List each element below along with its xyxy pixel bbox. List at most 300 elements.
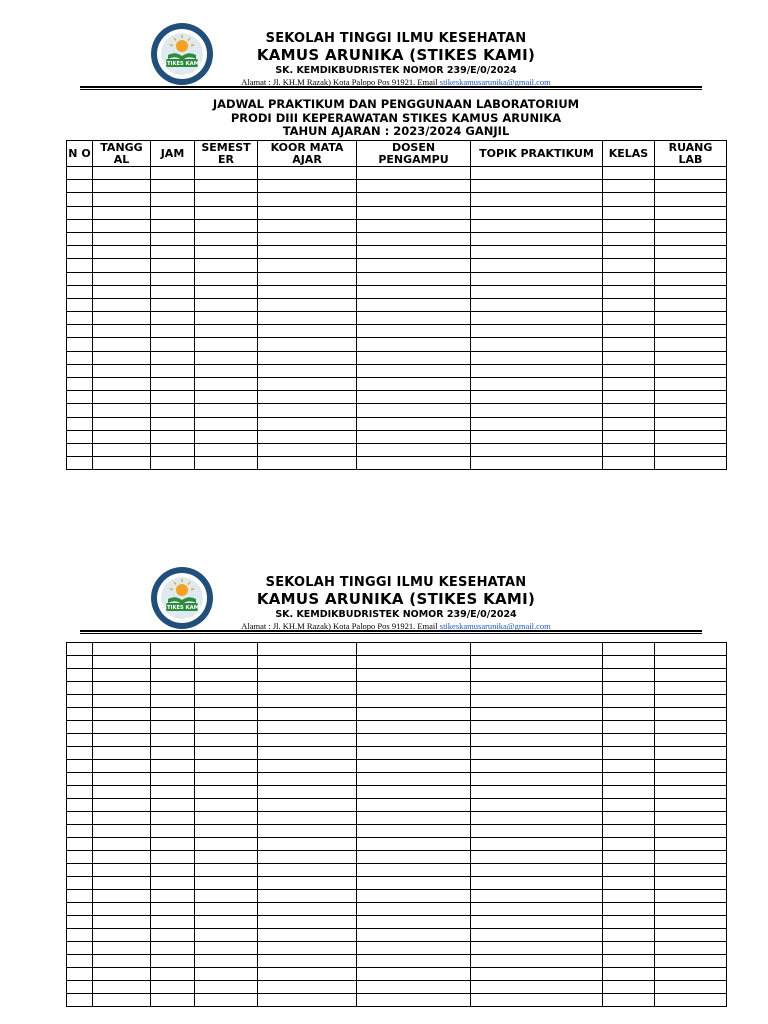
table-cell bbox=[603, 351, 655, 364]
table-cell bbox=[93, 864, 151, 877]
college-type: SEKOLAH TINGGI ILMU KESEHATAN bbox=[265, 575, 527, 590]
table-cell bbox=[258, 443, 357, 456]
table-cell bbox=[471, 994, 603, 1007]
table-cell bbox=[603, 851, 655, 864]
table-cell bbox=[93, 417, 151, 430]
college-name: KAMUS ARUNIKA (STIKES KAMI) bbox=[256, 590, 536, 608]
table-cell bbox=[258, 364, 357, 377]
header-jam: JAM bbox=[151, 141, 195, 167]
table-cell bbox=[603, 682, 655, 695]
table-cell bbox=[258, 325, 357, 338]
table-cell bbox=[151, 643, 195, 656]
table-cell bbox=[93, 942, 151, 955]
table-cell bbox=[93, 747, 151, 760]
table-cell bbox=[603, 838, 655, 851]
table-cell bbox=[67, 364, 93, 377]
table-cell bbox=[67, 246, 93, 259]
table-cell bbox=[258, 351, 357, 364]
table-cell bbox=[655, 799, 727, 812]
table-cell bbox=[195, 643, 258, 656]
table-cell bbox=[151, 916, 195, 929]
table-cell bbox=[195, 338, 258, 351]
table-cell bbox=[151, 364, 195, 377]
table-cell bbox=[357, 799, 471, 812]
table-cell bbox=[93, 193, 151, 206]
table-cell bbox=[67, 351, 93, 364]
table-cell bbox=[93, 325, 151, 338]
table-cell bbox=[471, 682, 603, 695]
table-row bbox=[67, 799, 727, 812]
table-cell bbox=[93, 404, 151, 417]
table-cell bbox=[655, 812, 727, 825]
table-cell bbox=[655, 417, 727, 430]
table-cell bbox=[655, 929, 727, 942]
table-row bbox=[67, 851, 727, 864]
table-cell bbox=[357, 786, 471, 799]
table-row bbox=[67, 404, 727, 417]
table-cell bbox=[258, 760, 357, 773]
table-cell bbox=[67, 167, 93, 180]
table-cell bbox=[258, 994, 357, 1007]
table-row bbox=[67, 968, 727, 981]
table-cell bbox=[195, 864, 258, 877]
table-cell bbox=[655, 404, 727, 417]
table-cell bbox=[93, 272, 151, 285]
college-type: SEKOLAH TINGGI ILMU KESEHATAN bbox=[265, 31, 527, 46]
table-cell bbox=[603, 298, 655, 311]
table-cell bbox=[67, 851, 93, 864]
table-cell bbox=[603, 734, 655, 747]
table-row bbox=[67, 312, 727, 325]
table-cell bbox=[603, 955, 655, 968]
table-cell bbox=[471, 916, 603, 929]
table-cell bbox=[655, 864, 727, 877]
header-koor-mata-ajar: KOOR MATA AJAR bbox=[258, 141, 357, 167]
table-cell bbox=[357, 219, 471, 232]
table-cell bbox=[195, 430, 258, 443]
table-cell bbox=[471, 669, 603, 682]
table-cell bbox=[357, 298, 471, 311]
table-cell bbox=[151, 219, 195, 232]
table-cell bbox=[471, 838, 603, 851]
decree-number: SK. KEMDIKBUDRISTEK NOMOR 239/E/0/2024 bbox=[275, 65, 517, 76]
table-row bbox=[67, 180, 727, 193]
table-cell bbox=[603, 285, 655, 298]
table-cell bbox=[471, 232, 603, 245]
letterhead-page-2 bbox=[66, 566, 726, 636]
table-cell bbox=[471, 968, 603, 981]
table-cell bbox=[603, 890, 655, 903]
table-cell bbox=[93, 890, 151, 903]
table-cell bbox=[471, 430, 603, 443]
table-cell bbox=[258, 457, 357, 470]
table-cell bbox=[357, 391, 471, 404]
table-cell bbox=[258, 219, 357, 232]
table-cell bbox=[471, 443, 603, 456]
table-cell bbox=[93, 298, 151, 311]
table-cell bbox=[357, 773, 471, 786]
table-cell bbox=[655, 457, 727, 470]
table-row bbox=[67, 443, 727, 456]
table-cell bbox=[258, 838, 357, 851]
table-cell bbox=[258, 246, 357, 259]
table-row bbox=[67, 955, 727, 968]
table-cell bbox=[603, 656, 655, 669]
table-cell bbox=[471, 643, 603, 656]
table-row bbox=[67, 786, 727, 799]
table-cell bbox=[93, 219, 151, 232]
table-cell bbox=[151, 760, 195, 773]
table-cell bbox=[655, 903, 727, 916]
table-cell bbox=[195, 747, 258, 760]
table-cell bbox=[603, 812, 655, 825]
table-cell bbox=[603, 981, 655, 994]
table-cell bbox=[93, 378, 151, 391]
table-cell bbox=[195, 351, 258, 364]
table-cell bbox=[471, 378, 603, 391]
table-cell bbox=[603, 877, 655, 890]
table-cell bbox=[471, 404, 603, 417]
table-cell bbox=[93, 391, 151, 404]
table-cell bbox=[603, 246, 655, 259]
table-cell bbox=[67, 760, 93, 773]
table-cell bbox=[93, 929, 151, 942]
table-cell bbox=[357, 443, 471, 456]
table-cell bbox=[471, 825, 603, 838]
table-cell bbox=[357, 981, 471, 994]
header-topik-praktikum: TOPIK PRAKTIKUM bbox=[471, 141, 603, 167]
table-cell bbox=[67, 298, 93, 311]
table-cell bbox=[195, 219, 258, 232]
table-cell bbox=[67, 417, 93, 430]
table-cell bbox=[195, 812, 258, 825]
table-cell bbox=[655, 760, 727, 773]
table-cell bbox=[603, 864, 655, 877]
table-cell bbox=[151, 180, 195, 193]
table-row bbox=[67, 903, 727, 916]
table-cell bbox=[93, 825, 151, 838]
table-cell bbox=[93, 877, 151, 890]
table-row bbox=[67, 193, 727, 206]
table-cell bbox=[471, 193, 603, 206]
table-cell bbox=[655, 877, 727, 890]
table-cell bbox=[93, 285, 151, 298]
table-cell bbox=[258, 312, 357, 325]
table-cell bbox=[471, 351, 603, 364]
table-cell bbox=[195, 312, 258, 325]
table-cell bbox=[195, 298, 258, 311]
table-cell bbox=[151, 338, 195, 351]
table-row bbox=[67, 430, 727, 443]
table-cell bbox=[603, 272, 655, 285]
table-cell bbox=[93, 760, 151, 773]
table-cell bbox=[258, 338, 357, 351]
table-cell bbox=[151, 206, 195, 219]
email-link[interactable]: stikeskamusarunika@gmail.com bbox=[439, 77, 551, 87]
table-cell bbox=[258, 391, 357, 404]
table-cell bbox=[655, 378, 727, 391]
table-cell bbox=[195, 669, 258, 682]
table-cell bbox=[655, 708, 727, 721]
table-cell bbox=[67, 272, 93, 285]
table-row bbox=[67, 981, 727, 994]
header-dosen-pengampu: DOSEN PENGAMPU bbox=[357, 141, 471, 167]
table-cell bbox=[258, 682, 357, 695]
table-row bbox=[67, 338, 727, 351]
table-cell bbox=[67, 942, 93, 955]
table-cell bbox=[93, 259, 151, 272]
table-cell bbox=[471, 656, 603, 669]
table-cell bbox=[258, 877, 357, 890]
table-cell bbox=[471, 206, 603, 219]
table-row bbox=[67, 747, 727, 760]
table-cell bbox=[151, 773, 195, 786]
table-cell bbox=[151, 457, 195, 470]
table-cell bbox=[67, 708, 93, 721]
table-cell bbox=[93, 232, 151, 245]
table-cell bbox=[655, 338, 727, 351]
table-cell bbox=[471, 417, 603, 430]
table-cell bbox=[67, 259, 93, 272]
table-row bbox=[67, 246, 727, 259]
table-cell bbox=[93, 968, 151, 981]
table-row bbox=[67, 708, 727, 721]
table-cell bbox=[93, 786, 151, 799]
table-row bbox=[67, 643, 727, 656]
table-cell bbox=[258, 232, 357, 245]
table-cell bbox=[357, 747, 471, 760]
table-cell bbox=[195, 325, 258, 338]
table-cell bbox=[93, 734, 151, 747]
table-cell bbox=[195, 851, 258, 864]
table-cell bbox=[67, 643, 93, 656]
table-cell bbox=[357, 417, 471, 430]
table-cell bbox=[603, 325, 655, 338]
table-cell bbox=[195, 193, 258, 206]
table-row bbox=[67, 285, 727, 298]
table-cell bbox=[151, 298, 195, 311]
table-cell bbox=[93, 955, 151, 968]
table-cell bbox=[603, 968, 655, 981]
table-cell bbox=[151, 695, 195, 708]
table-cell bbox=[603, 180, 655, 193]
table-cell bbox=[258, 851, 357, 864]
table-cell bbox=[195, 378, 258, 391]
table-cell bbox=[655, 890, 727, 903]
table-cell bbox=[655, 312, 727, 325]
table-cell bbox=[93, 338, 151, 351]
table-cell bbox=[357, 695, 471, 708]
table-cell bbox=[151, 994, 195, 1007]
table-cell bbox=[655, 298, 727, 311]
table-cell bbox=[67, 338, 93, 351]
table-cell bbox=[151, 955, 195, 968]
table-cell bbox=[67, 443, 93, 456]
table-cell bbox=[471, 864, 603, 877]
table-cell bbox=[151, 325, 195, 338]
table-cell bbox=[357, 929, 471, 942]
table-cell bbox=[151, 232, 195, 245]
table-cell bbox=[258, 259, 357, 272]
table-cell bbox=[655, 981, 727, 994]
table-cell bbox=[195, 968, 258, 981]
table-cell bbox=[655, 968, 727, 981]
table-cell bbox=[151, 167, 195, 180]
table-cell bbox=[151, 838, 195, 851]
header-ruang-lab: RUANG LAB bbox=[655, 141, 727, 167]
table-cell bbox=[67, 825, 93, 838]
table-cell bbox=[67, 734, 93, 747]
table-cell bbox=[67, 219, 93, 232]
table-cell bbox=[258, 864, 357, 877]
table-cell bbox=[258, 404, 357, 417]
table-cell bbox=[151, 708, 195, 721]
table-row bbox=[67, 325, 727, 338]
table-row bbox=[67, 864, 727, 877]
table-cell bbox=[93, 443, 151, 456]
table-cell bbox=[357, 457, 471, 470]
table-cell bbox=[655, 364, 727, 377]
table-row bbox=[67, 695, 727, 708]
table-cell bbox=[67, 325, 93, 338]
table-cell bbox=[655, 246, 727, 259]
table-cell bbox=[603, 994, 655, 1007]
table-cell bbox=[471, 734, 603, 747]
college-name: KAMUS ARUNIKA (STIKES KAMI) bbox=[256, 46, 536, 64]
table-cell bbox=[603, 916, 655, 929]
table-cell bbox=[357, 180, 471, 193]
table-cell bbox=[357, 890, 471, 903]
table-cell bbox=[357, 851, 471, 864]
schedule-table-page-1 bbox=[66, 140, 727, 470]
decree-number: SK. KEMDIKBUDRISTEK NOMOR 239/E/0/2024 bbox=[275, 609, 517, 620]
table-cell bbox=[67, 812, 93, 825]
table-cell bbox=[471, 721, 603, 734]
table-cell bbox=[655, 325, 727, 338]
table-cell bbox=[655, 643, 727, 656]
table-cell bbox=[603, 708, 655, 721]
table-cell bbox=[603, 219, 655, 232]
table-cell bbox=[151, 285, 195, 298]
table-cell bbox=[93, 312, 151, 325]
email-link[interactable]: stikeskamusarunika@gmail.com bbox=[439, 621, 551, 631]
document-titles bbox=[66, 98, 726, 139]
title-line-1: JADWAL PRAKTIKUM DAN PENGGUNAAN LABORATORIUM bbox=[212, 97, 580, 111]
table-cell bbox=[151, 864, 195, 877]
table-cell bbox=[151, 656, 195, 669]
table-cell bbox=[151, 851, 195, 864]
table-cell bbox=[195, 799, 258, 812]
table-cell bbox=[195, 695, 258, 708]
table-cell bbox=[195, 246, 258, 259]
table-cell bbox=[471, 773, 603, 786]
logo-lettering: STIKES KAMI bbox=[163, 61, 201, 68]
table-cell bbox=[67, 721, 93, 734]
table-cell bbox=[93, 708, 151, 721]
table-cell bbox=[151, 929, 195, 942]
table-cell bbox=[471, 325, 603, 338]
table-cell bbox=[195, 825, 258, 838]
table-cell bbox=[603, 643, 655, 656]
table-cell bbox=[93, 799, 151, 812]
table-cell bbox=[93, 643, 151, 656]
table-cell bbox=[357, 378, 471, 391]
table-cell bbox=[67, 378, 93, 391]
table-row bbox=[67, 812, 727, 825]
table-row bbox=[67, 773, 727, 786]
letterhead-divider bbox=[80, 630, 702, 634]
table-cell bbox=[258, 695, 357, 708]
table-cell bbox=[357, 812, 471, 825]
table-cell bbox=[258, 981, 357, 994]
table-cell bbox=[258, 285, 357, 298]
table-cell bbox=[357, 955, 471, 968]
table-cell bbox=[151, 747, 195, 760]
table-cell bbox=[195, 180, 258, 193]
table-cell bbox=[195, 656, 258, 669]
table-cell bbox=[67, 890, 93, 903]
table-header-row bbox=[67, 141, 727, 167]
table-cell bbox=[603, 417, 655, 430]
table-cell bbox=[655, 272, 727, 285]
table-cell bbox=[195, 929, 258, 942]
table-cell bbox=[151, 786, 195, 799]
table-cell bbox=[471, 851, 603, 864]
table-row bbox=[67, 206, 727, 219]
table-cell bbox=[655, 773, 727, 786]
table-cell bbox=[93, 656, 151, 669]
table-cell bbox=[195, 890, 258, 903]
table-cell bbox=[357, 721, 471, 734]
table-cell bbox=[93, 838, 151, 851]
table-row bbox=[67, 391, 727, 404]
table-cell bbox=[603, 430, 655, 443]
table-cell bbox=[357, 312, 471, 325]
table-cell bbox=[151, 721, 195, 734]
table-cell bbox=[357, 708, 471, 721]
table-cell bbox=[93, 916, 151, 929]
table-row bbox=[67, 838, 727, 851]
table-cell bbox=[258, 968, 357, 981]
table-cell bbox=[357, 669, 471, 682]
table-cell bbox=[655, 219, 727, 232]
table-cell bbox=[258, 643, 357, 656]
table-cell bbox=[195, 167, 258, 180]
table-cell bbox=[93, 167, 151, 180]
table-cell bbox=[67, 457, 93, 470]
table-cell bbox=[471, 338, 603, 351]
table-cell bbox=[258, 890, 357, 903]
table-body bbox=[67, 167, 727, 470]
table-row bbox=[67, 656, 727, 669]
table-cell bbox=[603, 903, 655, 916]
table-cell bbox=[151, 877, 195, 890]
table-cell bbox=[93, 981, 151, 994]
table-cell bbox=[357, 338, 471, 351]
table-cell bbox=[151, 942, 195, 955]
table-cell bbox=[655, 669, 727, 682]
table-cell bbox=[67, 391, 93, 404]
table-cell bbox=[195, 734, 258, 747]
table-cell bbox=[151, 378, 195, 391]
table-cell bbox=[603, 942, 655, 955]
table-cell bbox=[655, 955, 727, 968]
table-cell bbox=[655, 232, 727, 245]
table-cell bbox=[471, 259, 603, 272]
table-cell bbox=[603, 391, 655, 404]
table-cell bbox=[93, 812, 151, 825]
table-cell bbox=[603, 443, 655, 456]
